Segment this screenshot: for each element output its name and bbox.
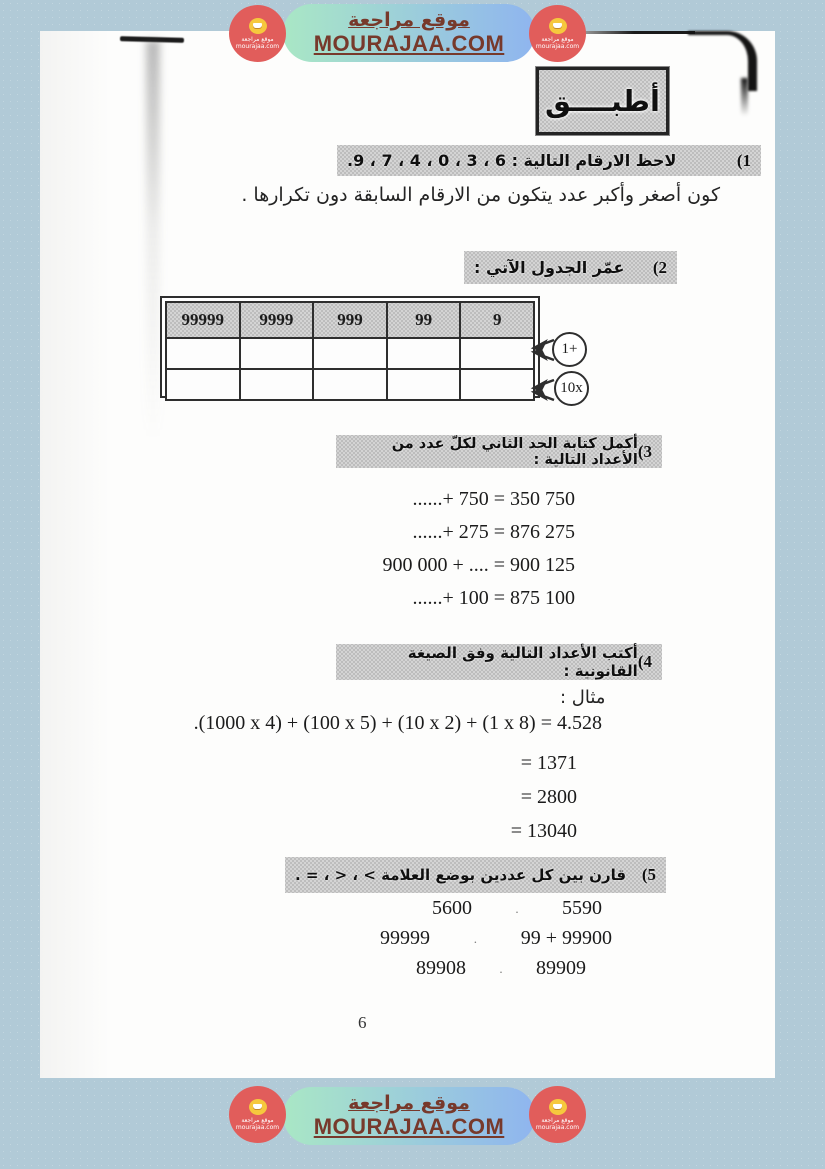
comparison-row	[380, 927, 612, 950]
exercise-1-title: لاحظ الارقام التالية : 6 ، 3 ، 0 ، 4 ، 7 ، 9.	[347, 151, 677, 170]
table-cell	[387, 369, 461, 400]
comparison-blank: .	[473, 930, 477, 946]
lesson-title-stamp	[536, 67, 669, 135]
logo-text-domain: mourajaa.com	[535, 1123, 580, 1131]
equation-line: ......+ 100 = 875 100	[412, 587, 575, 609]
table-arrows-icon	[528, 326, 556, 414]
table-header-cell: 9999	[240, 302, 314, 338]
table-row	[166, 338, 534, 369]
comparison-left-value: 5600	[432, 897, 472, 919]
site-domain-link[interactable]: MOURAJAA.COM	[313, 1114, 505, 1139]
table-cell	[240, 338, 314, 369]
comparison-right-value: 89909	[536, 957, 586, 979]
table-cell	[313, 338, 387, 369]
logo-text-domain: mourajaa.com	[235, 1123, 280, 1131]
header-brand-banner	[283, 4, 535, 62]
equation-line: = 1371	[520, 752, 577, 774]
place-value-table	[160, 296, 540, 398]
equation-line: = 2800	[520, 786, 577, 808]
exercise-2-heading	[464, 251, 677, 284]
page-number: 6	[358, 1013, 367, 1032]
exercise-2-title: عمّر الجدول الآتي :	[474, 258, 625, 277]
comparison-right-value: 99 + 99900	[520, 927, 612, 949]
exercise-1-number: (1	[736, 150, 751, 170]
table-cell	[460, 369, 534, 400]
exercise-3-equations	[250, 483, 575, 615]
book-icon	[549, 1099, 567, 1115]
site-logo-footer-right	[529, 1086, 586, 1143]
table-header-cell: 999	[313, 302, 387, 338]
times-ten-operation-badge: 10x	[554, 371, 589, 406]
plus-one-operation-badge: 1+	[552, 332, 587, 367]
book-icon	[549, 18, 567, 34]
logo-text-ar: موقع مراجعة	[541, 1116, 574, 1124]
table-row	[166, 369, 534, 400]
table-cell	[240, 369, 314, 400]
table-header-row	[166, 302, 534, 338]
logo-text-ar: موقع مراجعة	[241, 1116, 274, 1124]
site-name-arabic-link[interactable]: موقع مراجعة	[348, 9, 470, 31]
example-label: مثال :	[560, 687, 606, 708]
table-cell	[460, 338, 534, 369]
equation-line: 900 000 + .... = 900 125	[382, 554, 575, 576]
logo-text-domain: mourajaa.com	[235, 42, 280, 50]
exercise-4-heading	[336, 644, 662, 680]
exercise-3-heading	[336, 435, 662, 468]
book-icon	[249, 18, 267, 34]
comparison-row	[432, 897, 602, 920]
scan-edge-fade	[741, 78, 748, 116]
table-cell	[313, 369, 387, 400]
exercise-5-heading	[285, 857, 666, 893]
exercise-4-number: (4	[637, 652, 652, 671]
expanded-form-example: .(1000 x 4) + (100 x 5) + (10 x 2) + (1 x 8) = 4.528	[193, 712, 602, 734]
table-cell	[166, 338, 240, 369]
comparison-blank: .	[499, 960, 503, 976]
exercise-4-title: أكتب الأعداد التالية وفق الصيغة القانونية :	[407, 644, 638, 680]
logo-text-domain: mourajaa.com	[535, 42, 580, 50]
exercise-3-number: (3	[637, 441, 652, 461]
equation-line: ......+ 750 = 350 750	[412, 488, 575, 510]
comparison-left-value: 99999	[380, 927, 430, 949]
lesson-title-label: أطبــــق	[545, 84, 660, 118]
site-logo-header-right	[529, 5, 586, 62]
table-header-cell: 9	[460, 302, 534, 338]
paper-fold-shadow	[146, 40, 160, 510]
comparison-blank: .	[515, 900, 519, 916]
site-name-arabic-link[interactable]: موقع مراجعة	[348, 1092, 470, 1114]
exercise-5-number: (5	[641, 865, 656, 884]
comparison-left-value: 89908	[416, 957, 466, 979]
footer-brand-banner	[283, 1087, 535, 1145]
site-logo-footer-left	[229, 1086, 286, 1143]
exercise-3-title: أكمل كتابة الحد الثاني لكلّ عدد من الأعداد التالية :	[391, 435, 638, 468]
site-domain-link[interactable]: MOURAJAA.COM	[313, 31, 505, 56]
exercise-1-instruction: كون أصغر وأكبر عدد يتكون من الارقام السابقة دون تكرارها .	[241, 184, 720, 206]
site-logo-header-left	[229, 5, 286, 62]
comparison-right-value: 5590	[562, 897, 602, 919]
exercise-5-title: قارن بين كل عددين بوضع العلامة > ، < ، = .	[295, 866, 627, 884]
comparison-row	[416, 957, 586, 980]
logo-text-ar: موقع مراجعة	[541, 35, 574, 43]
logo-text-ar: موقع مراجعة	[241, 35, 274, 43]
table-cell	[387, 338, 461, 369]
exercise-2-number: (2	[652, 257, 667, 277]
equation-line: ......+ 275 = 876 275	[412, 521, 575, 543]
exercise-1-heading	[337, 145, 761, 176]
exercise-4-results	[300, 746, 577, 848]
table-header-cell: 99	[387, 302, 461, 338]
book-icon	[249, 1099, 267, 1115]
table-cell	[166, 369, 240, 400]
equation-line: = 13040	[510, 820, 577, 842]
table-header-cell: 99999	[166, 302, 240, 338]
